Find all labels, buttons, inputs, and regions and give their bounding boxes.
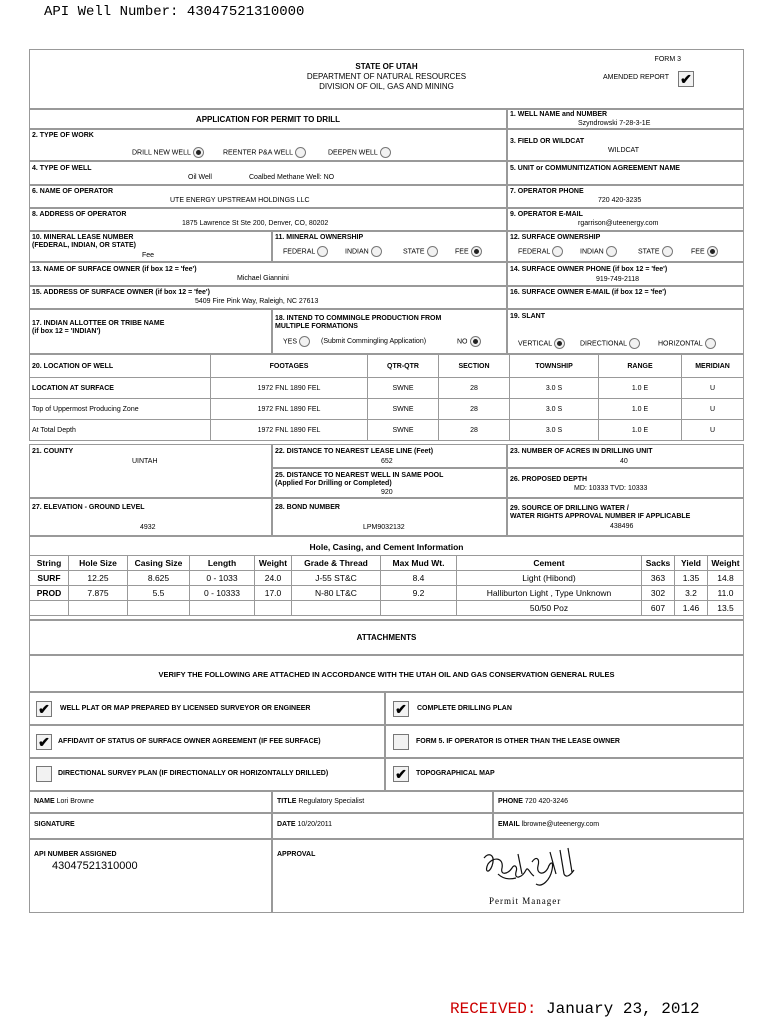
title-cell: [272, 791, 493, 813]
surface-email-cell: [507, 286, 744, 309]
verify-text: VERIFY THE FOLLOWING ARE ATTACHED IN ACCORDANCE WITH THE UTAH OIL AND GAS CONSERVATION GENERAL RULES: [158, 670, 615, 679]
name-value: Lori Browne: [56, 798, 94, 805]
casing-cell: 50/50 Poz: [457, 601, 642, 616]
attachments-title: ATTACHMENTS: [356, 633, 417, 642]
attachment-label: AFFIDAVIT OF STATUS OF SURFACE OWNER AGREEMENT (IF FEE SURFACE): [58, 738, 321, 745]
email-label: EMAIL: [498, 821, 520, 828]
date-value: 10/20/2011: [297, 821, 333, 828]
casing-row: [30, 571, 744, 586]
commingle-yes-radio[interactable]: [299, 336, 310, 347]
surface-federal-option[interactable]: [518, 246, 563, 257]
casing-header: Grade & Thread: [292, 556, 381, 571]
qtr-qtr-header: QTR-QTR: [368, 355, 439, 378]
location-row: [30, 399, 744, 420]
slant-vertical-option[interactable]: [518, 338, 565, 349]
attachment-row: [385, 692, 744, 725]
elevation-label: 27. ELEVATION - GROUND LEVEL: [32, 504, 145, 511]
type-of-work-cell: [29, 129, 507, 161]
reenter-option[interactable]: [223, 147, 306, 158]
surface-address-cell: [29, 286, 507, 309]
slant-label: 19. SLANT: [510, 313, 546, 320]
township-header: TOWNSHIP: [510, 355, 599, 378]
casing-header-row: [30, 556, 744, 571]
casing-title: Hole, Casing, and Cement Information: [309, 542, 464, 552]
amended-report-label: AMENDED REPORT: [603, 74, 669, 81]
casing-cell: J-55 ST&C: [292, 571, 381, 586]
location-header-row: [30, 355, 744, 378]
commingle-cell: [272, 309, 507, 354]
county-label: 21. COUNTY: [32, 448, 74, 455]
casing-cell: 7.875: [69, 586, 128, 601]
signature-cell: [29, 813, 272, 839]
location-cell: 1.0 E: [599, 378, 682, 399]
unit-cell: [507, 161, 744, 185]
surface-ownership-cell: [507, 231, 744, 262]
casing-header: Yield: [675, 556, 708, 571]
department: DEPARTMENT OF NATURAL RESOURCES: [306, 72, 467, 81]
well-name-value: Szyndrowski 7-28-3-1E: [578, 120, 651, 127]
lease-label-1: 10. MINERAL LEASE NUMBER: [32, 234, 134, 241]
casing-header: Weight: [255, 556, 292, 571]
casing-cell: 8.4: [381, 571, 457, 586]
signature-label: SIGNATURE: [34, 821, 75, 828]
app-title-cell: [29, 109, 507, 129]
operator-phone-value: 720 420-3235: [598, 197, 642, 204]
mineral-fee-label: FEE: [455, 248, 469, 256]
nearest-well-cell: [272, 468, 507, 498]
mineral-indian-option[interactable]: [345, 246, 382, 257]
location-cell: U: [682, 399, 744, 420]
casing-row: [30, 586, 744, 601]
slant-directional-radio[interactable]: [629, 338, 640, 349]
slant-vertical-label: VERTICAL: [518, 340, 553, 348]
nearest-well-label-1: 25. DISTANCE TO NEAREST WELL IN SAME POOL: [275, 472, 444, 479]
location-cell: LOCATION AT SURFACE: [30, 378, 211, 399]
received-label: RECEIVED:: [450, 1000, 537, 1018]
lease-value: Fee: [142, 252, 155, 259]
surface-indian-radio[interactable]: [606, 246, 617, 257]
casing-header: Cement: [457, 556, 642, 571]
attachment-checkbox[interactable]: [393, 734, 409, 750]
commingle-no-label: NO: [457, 338, 468, 346]
casing-cell: PROD: [30, 586, 69, 601]
casing-header: Sacks: [642, 556, 675, 571]
attachments-title-cell: [29, 620, 744, 655]
state-title: STATE OF UTAH: [355, 62, 418, 71]
drill-new-label: DRILL NEW WELL: [132, 149, 191, 157]
mineral-fee-option[interactable]: [455, 246, 482, 257]
allottee-cell: [29, 309, 272, 354]
surface-owner-label: 13. NAME OF SURFACE OWNER (if box 12 = 'fee'): [32, 266, 197, 273]
app-title: APPLICATION FOR PERMIT TO DRILL: [195, 115, 341, 124]
surface-owner-value: Michael Giannini: [237, 275, 289, 282]
name-cell: [29, 791, 272, 813]
coalbed-value: Coalbed Methane Well: NO: [249, 174, 335, 181]
amended-report-checkbox[interactable]: ✔: [678, 71, 694, 87]
email-cell: [493, 813, 744, 839]
deepen-label: DEEPEN WELL: [328, 149, 378, 157]
casing-cell: [381, 601, 457, 616]
field-value: WILDCAT: [608, 147, 639, 154]
allottee-label-1: 17. INDIAN ALLOTTEE OR TRIBE NAME: [32, 320, 165, 327]
verify-cell: [29, 655, 744, 692]
attachment-row: [29, 758, 385, 791]
phone-field: [498, 798, 568, 805]
surface-fee-option[interactable]: [691, 246, 718, 257]
surface-federal-radio[interactable]: [552, 246, 563, 257]
attachment-label: COMPLETE DRILLING PLAN: [417, 705, 512, 712]
section-header: SECTION: [439, 355, 510, 378]
attachment-label: FORM 5. IF OPERATOR IS OTHER THAN THE LEASE OWNER: [416, 738, 620, 745]
casing-cell: 363: [642, 571, 675, 586]
location-cell: 1.0 E: [599, 399, 682, 420]
commingle-no-option[interactable]: [457, 336, 481, 347]
api-assigned-label: API NUMBER ASSIGNED: [34, 851, 117, 858]
mineral-federal-option[interactable]: [283, 246, 328, 257]
operator-cell: [29, 185, 507, 208]
name-label: NAME: [34, 798, 55, 805]
approval-signature: [478, 844, 588, 894]
slant-cell: [507, 309, 744, 354]
meridian-header: MERIDIAN: [682, 355, 744, 378]
phone-label: PHONE: [498, 798, 523, 805]
received-date: January 23, 2012: [546, 1000, 700, 1018]
well-name-cell: [507, 109, 744, 129]
reenter-radio[interactable]: [295, 147, 306, 158]
bond-cell: [272, 498, 507, 536]
unit-label: 5. UNIT or COMMUNITIZATION AGREEMENT NAME: [510, 165, 680, 172]
location-row: [30, 420, 744, 441]
footages-header: FOOTAGES: [211, 355, 368, 378]
location-cell: 3.0 S: [510, 378, 599, 399]
location-cell: 28: [439, 420, 510, 441]
casing-cell: 9.2: [381, 586, 457, 601]
casing-row: [30, 601, 744, 616]
casing-cell: [255, 601, 292, 616]
casing-cell: 1.46: [675, 601, 708, 616]
casing-cell: [292, 601, 381, 616]
surface-fee-label: FEE: [691, 248, 705, 256]
well-name-label: 1. WELL NAME and NUMBER: [510, 111, 608, 118]
api-assigned-value: 43047521310000: [52, 860, 138, 872]
mineral-fee-radio[interactable]: [471, 246, 482, 257]
type-of-well-label: 4. TYPE OF WELL: [32, 165, 92, 172]
surface-federal-label: FEDERAL: [518, 248, 551, 256]
attachment-checkbox[interactable]: [36, 766, 52, 782]
casing-cell: 12.25: [69, 571, 128, 586]
casing-cell: 1.35: [675, 571, 708, 586]
commingle-no-radio[interactable]: [470, 336, 481, 347]
allottee-label-2: (if box 12 = 'INDIAN'): [32, 328, 101, 335]
casing-cell: 24.0: [255, 571, 292, 586]
attachment-checkbox[interactable]: ✔: [393, 766, 409, 782]
commingle-yes-option[interactable]: [283, 336, 310, 347]
casing-cell: SURF: [30, 571, 69, 586]
depth-label: 26. PROPOSED DEPTH: [510, 476, 588, 483]
location-cell: 3.0 S: [510, 420, 599, 441]
casing-cell: [69, 601, 128, 616]
lease-label-2: (FEDERAL, INDIAN, OR STATE): [32, 242, 136, 249]
operator-email-label: 9. OPERATOR E-MAIL: [510, 211, 583, 218]
surface-state-radio[interactable]: [662, 246, 673, 257]
approval-label: APPROVAL: [277, 851, 316, 858]
commingle-note: (Submit Commingling Application): [321, 338, 427, 345]
surface-address-value: 5409 Fire Pink Way, Raleigh, NC 27613: [195, 298, 319, 305]
mineral-state-radio[interactable]: [427, 246, 438, 257]
casing-cell: Halliburton Light , Type Unknown: [457, 586, 642, 601]
received-stamp: [450, 1000, 700, 1018]
surface-indian-option[interactable]: [580, 246, 617, 257]
deepen-option[interactable]: [328, 147, 391, 158]
type-of-well-cell: [29, 161, 507, 185]
commingle-label-1: 18. INTEND TO COMMINGLE PRODUCTION FROM: [275, 315, 442, 322]
acres-cell: [507, 444, 744, 468]
location-row: [30, 378, 744, 399]
location-cell: 3.0 S: [510, 399, 599, 420]
address-value: 1875 Lawrence St Ste 200, Denver, CO, 80202: [182, 220, 329, 227]
casing-cell: 3.2: [675, 586, 708, 601]
range-header: RANGE: [599, 355, 682, 378]
approval-cell: [272, 839, 744, 913]
email-value: lbrowne@uteenergy.com: [521, 821, 600, 828]
location-cell: 1972 FNL 1890 FEL: [211, 378, 368, 399]
attachment-label: DIRECTIONAL SURVEY PLAN (IF DIRECTIONALLY OR HORIZONTALLY DRILLED): [58, 770, 329, 777]
casing-table: [29, 555, 744, 616]
api-header: API Well Number: 43047521310000: [44, 4, 305, 20]
form-header: [29, 49, 744, 109]
location-cell: SWNE: [368, 378, 439, 399]
mineral-indian-radio[interactable]: [371, 246, 382, 257]
county-cell: [29, 444, 272, 498]
slant-horizontal-radio[interactable]: [705, 338, 716, 349]
address-label: 8. ADDRESS OF OPERATOR: [32, 211, 127, 218]
type-of-work-label: 2. TYPE OF WORK: [32, 132, 94, 139]
location-cell: SWNE: [368, 399, 439, 420]
date-field: [277, 821, 332, 828]
casing-header: Casing Size: [128, 556, 190, 571]
casing-cell: 11.0: [708, 586, 744, 601]
email-field: [498, 821, 599, 828]
casing-header: Weight: [708, 556, 744, 571]
operator-email-cell: [507, 208, 744, 231]
surface-indian-label: INDIAN: [580, 248, 604, 256]
lease-cell: [29, 231, 272, 262]
casing-cell: N-80 LT&C: [292, 586, 381, 601]
acres-value: 40: [620, 458, 628, 465]
surface-owner-cell: [29, 262, 507, 286]
depth-cell: [507, 468, 744, 498]
attachment-checkbox[interactable]: ✔: [393, 701, 409, 717]
reenter-label: REENTER P&A WELL: [223, 149, 294, 157]
casing-cell: [128, 601, 190, 616]
location-cell: 1972 FNL 1890 FEL: [211, 420, 368, 441]
slant-vertical-radio[interactable]: [554, 338, 565, 349]
mineral-state-label: STATE: [403, 248, 425, 256]
mineral-ownership-label: 11. MINERAL OWNERSHIP: [275, 234, 364, 241]
deepen-radio[interactable]: [380, 147, 391, 158]
casing-cell: [190, 601, 255, 616]
attachment-label: WELL PLAT OR MAP PREPARED BY LICENSED SURVEYOR OR ENGINEER: [60, 705, 311, 712]
attachment-row: [385, 758, 744, 791]
slant-horizontal-option[interactable]: [658, 338, 716, 349]
api-assigned-cell: [29, 839, 272, 913]
slant-directional-label: DIRECTIONAL: [580, 340, 628, 348]
address-cell: [29, 208, 507, 231]
operator-phone-label: 7. OPERATOR PHONE: [510, 188, 584, 195]
division: DIVISION OF OIL, GAS AND MINING: [319, 82, 454, 91]
permit-manager: Permit Manager: [489, 896, 562, 906]
operator-phone-cell: [507, 185, 744, 208]
bond-label: 28. BOND NUMBER: [275, 504, 340, 511]
attachment-row: [29, 725, 385, 758]
casing-cell: 8.625: [128, 571, 190, 586]
field-cell: [507, 129, 744, 161]
casing-cell: Light (Hibond): [457, 571, 642, 586]
casing-cell: 17.0: [255, 586, 292, 601]
casing-cell: 14.8: [708, 571, 744, 586]
mineral-ownership-cell: [272, 231, 507, 262]
casing-cell: 13.5: [708, 601, 744, 616]
casing-cell: 5.5: [128, 586, 190, 601]
slant-horizontal-label: HORIZONTAL: [658, 340, 703, 348]
location-table: [29, 354, 744, 441]
casing-header: Max Mud Wt.: [381, 556, 457, 571]
attachment-row: [385, 725, 744, 758]
attachment-checkbox[interactable]: ✔: [36, 734, 52, 750]
lease-line-label: 22. DISTANCE TO NEAREST LEASE LINE (Feet): [275, 448, 434, 455]
casing-header: String: [30, 556, 69, 571]
surface-email-label: 16. SURFACE OWNER E-MAIL (if box 12 = 'fee'): [510, 289, 667, 296]
form-number: FORM 3: [654, 56, 681, 63]
surface-phone-cell: [507, 262, 744, 286]
commingle-yes-label: YES: [283, 338, 298, 346]
title-label: TITLE: [277, 798, 297, 805]
location-cell: Top of Uppermost Producing Zone: [30, 399, 211, 420]
phone-cell: [493, 791, 744, 813]
date-label: DATE: [277, 821, 296, 828]
field-label: 3. FIELD OR WILDCAT: [510, 138, 585, 145]
location-cell: SWNE: [368, 420, 439, 441]
title-field: [277, 798, 364, 805]
surface-phone-label: 14. SURFACE OWNER PHONE (if box 12 = 'fee'): [510, 266, 668, 273]
lease-line-cell: [272, 444, 507, 468]
surface-state-option[interactable]: [638, 246, 673, 257]
surface-state-label: STATE: [638, 248, 660, 256]
water-cell: [507, 498, 744, 536]
slant-directional-option[interactable]: [580, 338, 640, 349]
location-cell: U: [682, 420, 744, 441]
water-label-1: 29. SOURCE OF DRILLING WATER /: [510, 505, 629, 512]
water-label-2: WATER RIGHTS APPROVAL NUMBER IF APPLICABLE: [510, 513, 691, 520]
casing-header: Hole Size: [69, 556, 128, 571]
location-header-cell: 20. LOCATION OF WELL: [30, 355, 211, 378]
mineral-indian-label: INDIAN: [345, 248, 369, 256]
lease-line-value: 652: [381, 458, 393, 465]
mineral-federal-label: FEDERAL: [283, 248, 316, 256]
attachment-label: TOPOGRAPHICAL MAP: [416, 770, 495, 777]
casing-cell: [30, 601, 69, 616]
location-cell: 1.0 E: [599, 420, 682, 441]
casing-cell: 0 - 1033: [190, 571, 255, 586]
name-field: [34, 798, 94, 805]
phone-value: 720 420-3246: [524, 798, 569, 805]
operator-value: UTE ENERGY UPSTREAM HOLDINGS LLC: [170, 197, 310, 204]
location-cell: At Total Depth: [30, 420, 211, 441]
location-cell: 28: [439, 399, 510, 420]
location-cell: U: [682, 378, 744, 399]
casing-cell: 302: [642, 586, 675, 601]
bond-value: LPM9032132: [363, 524, 405, 531]
county-value: UINTAH: [132, 458, 158, 465]
casing-header: Length: [190, 556, 255, 571]
acres-label: 23. NUMBER OF ACRES IN DRILLING UNIT: [510, 448, 653, 455]
water-value: 438496: [610, 523, 634, 530]
surface-address-label: 15. ADDRESS OF SURFACE OWNER (if box 12 = 'fee'): [32, 289, 210, 296]
date-cell: [272, 813, 493, 839]
attachment-checkbox[interactable]: ✔: [36, 701, 52, 717]
mineral-federal-radio[interactable]: [317, 246, 328, 257]
elevation-value: 4932: [140, 524, 156, 531]
surface-ownership-label: 12. SURFACE OWNERSHIP: [510, 234, 601, 241]
title-value: Regulatory Specialist: [298, 798, 365, 805]
commingle-label-2: MULTIPLE FORMATIONS: [275, 323, 358, 330]
elevation-cell: [29, 498, 272, 536]
type-of-well-value: Oil Well: [188, 174, 212, 181]
location-cell: 1972 FNL 1890 FEL: [211, 399, 368, 420]
operator-email-value: rgarrison@uteenergy.com: [578, 220, 659, 227]
casing-cell: 0 - 10333: [190, 586, 255, 601]
nearest-well-label-2: (Applied For Drilling or Completed): [275, 480, 392, 487]
surface-fee-radio[interactable]: [707, 246, 718, 257]
nearest-well-value: 920: [381, 489, 393, 496]
casing-cell: 607: [642, 601, 675, 616]
drill-new-option[interactable]: [132, 147, 204, 158]
depth-value: MD: 10333 TVD: 10333: [574, 485, 648, 492]
location-cell: 28: [439, 378, 510, 399]
drill-new-radio[interactable]: [193, 147, 204, 158]
surface-phone-value: 919-749-2118: [596, 276, 640, 283]
operator-label: 6. NAME OF OPERATOR: [32, 188, 114, 195]
mineral-state-option[interactable]: [403, 246, 438, 257]
attachment-row: [29, 692, 385, 725]
